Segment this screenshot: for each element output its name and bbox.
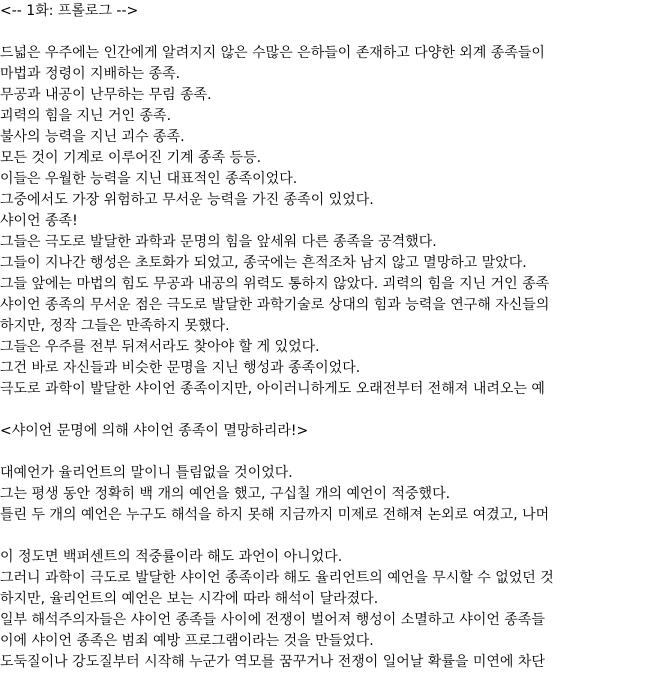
text-line: 그들 앞에는 마법의 힘도 무공과 내공의 위력도 통하지 않았다. 괴력의 힘을 지닌 거인 종족 <box>0 276 550 292</box>
text-line: 틀린 두 개의 예언은 누구도 해석을 하지 못해 지금까지 미제로 전해져 논외로 여겼고, 나머 <box>0 507 550 523</box>
text-line: 모든 것이 기계로 이루어진 기계 종족 등등. <box>0 150 262 166</box>
text-line: 괴력의 힘을 지닌 거인 종족. <box>0 108 172 124</box>
text-line: 이 정도면 백퍼센트의 적중률이라 해도 과언이 아니었다. <box>0 549 343 565</box>
text-line: 도둑질이나 강도질부터 시작해 누군가 역모를 꿈꾸거나 전쟁이 일어날 확률을 미연에 차단 <box>0 654 545 670</box>
blank-line <box>0 526 650 547</box>
blank-line <box>0 22 650 43</box>
text-line: 그는 평생 동안 정확히 백 개의 예언을 했고, 구십칠 개의 예언이 적중했다. <box>0 486 451 502</box>
text-line: 극도로 과학이 발달한 샤이언 종족이지만, 아이러니하게도 오래전부터 전해져 내려오는 예 <box>0 381 545 397</box>
chapter-header: <-- 1화: 프롤로그 --> <box>0 3 139 19</box>
text-line: 일부 해석주의자들은 샤이언 종족들 사이에 전쟁이 벌어져 행성이 소멸하고 샤이언 종족들 <box>0 612 545 628</box>
text-line: 샤이언 종족! <box>0 213 78 229</box>
blank-line <box>0 400 650 421</box>
text-line: 샤이언 종족의 무서운 점은 극도로 발달한 과학기술로 상대의 힘과 능력을 연구해 자신들의 <box>0 297 550 313</box>
text-line: 그들이 지나간 행성은 초토화가 되었고, 종국에는 흔적조차 남지 않고 멸망하고 말았다. <box>0 255 527 271</box>
text-line: 이들은 우월한 능력을 지닌 대표적인 종족이었다. <box>0 171 298 187</box>
text-line: 하지만, 정작 그들은 만족하지 못했다. <box>0 318 230 334</box>
text-line: 대예언가 율리언트의 말이니 틀림없을 것이었다. <box>0 465 293 481</box>
text-line: 그들은 극도로 발달한 과학과 문명의 힘을 앞세워 다른 종족을 공격했다. <box>0 234 437 250</box>
text-line: 그중에서도 가장 위험하고 무서운 능력을 가진 종족이 있었다. <box>0 192 374 208</box>
text-line: 하지만, 율리언트의 예언은 보는 시각에 따라 해석이 달라졌다. <box>0 591 379 607</box>
text-line: <샤이언 문명에 의해 샤이언 종족이 멸망하리라!> <box>0 423 309 439</box>
text-line: 드넓은 우주에는 인간에게 알려지지 않은 수많은 은하들이 존재하고 다양한 외계 종족들이 <box>0 45 545 61</box>
text-line: 무공과 내공이 난무하는 무림 종족. <box>0 87 212 103</box>
text-line: 이에 샤이언 종족은 범죄 예방 프로그램이라는 것을 만들었다. <box>0 633 374 649</box>
document-body <box>0 1 650 673</box>
text-line: 그러니 과학이 극도로 발달한 샤이언 종족이라 해도 율리언트의 예언을 무시할 수 없었던 것 <box>0 570 554 586</box>
paragraph-lines <box>0 43 650 673</box>
text-line: 마법과 정령이 지배하는 종족. <box>0 66 181 82</box>
text-line: 그건 바로 자신들과 비슷한 문명을 지닌 행성과 종족이었다. <box>0 360 361 376</box>
blank-line <box>0 442 650 463</box>
text-line: 그들은 우주를 전부 뒤져서라도 찾아야 할 게 있었다. <box>0 339 320 355</box>
text-line: 불사의 능력을 지닌 괴수 종족. <box>0 129 185 145</box>
